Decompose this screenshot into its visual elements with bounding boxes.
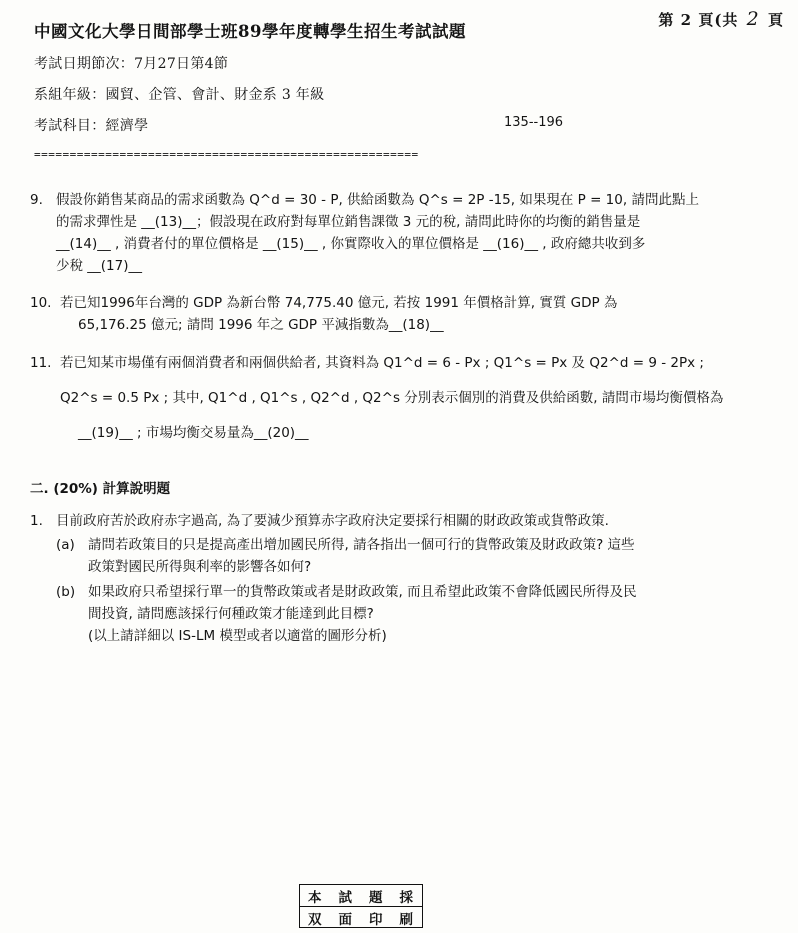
sub-item-label: (a) <box>56 537 75 554</box>
page-title: 中國文化大學日間部學士班89學年度轉學生招生考試試題 <box>34 22 466 41</box>
question-line: 少稅 __(17)__ <box>56 257 143 274</box>
sub-item-line: 政策對國民所得與利率的影響各如何? <box>88 559 312 576</box>
department-label: 系組年級：國貿、企管、會計、財金系 3 年級 <box>34 87 325 103</box>
question-item <box>30 353 768 445</box>
subject-label: 考試科目：經濟學 <box>34 118 149 134</box>
question-item <box>30 293 768 337</box>
question-line: Q2^s = 0.5 Px ; 其中, Q1^d , Q1^s , Q2^d , Q2^s 分別表示個別的消費及供給函數, 請問市場均衡價格為 <box>60 390 724 407</box>
document-header <box>34 18 654 135</box>
subject-code: 135--196 <box>504 115 564 130</box>
sub-item-line: 如果政府只希望採行單一的貨幣政策或者是財政政策, 而且希望此政策不會降低國民所得及民 <box>88 584 637 601</box>
document-body <box>30 190 768 664</box>
department-line <box>34 84 654 104</box>
sub-item-line: 請問若政策目的只是提高產出增加國民所得, 請各指出一個可行的貨幣政策及財政政策? 這些 <box>88 537 635 554</box>
question-line: __(19)__ ; 市場均衡交易量為__(20)__ <box>78 424 309 441</box>
sub-item <box>56 582 768 648</box>
sub-item <box>56 535 768 579</box>
double-sided-print-stamp <box>299 884 423 928</box>
page-number-mark <box>658 8 784 30</box>
stamp-char: 本 <box>308 889 323 906</box>
stamp-char: 双 <box>308 911 323 928</box>
question-line: 若已知某市場僅有兩個消費者和兩個供給者, 其資料為 Q1^d = 6 - Px ; Q1^s = Px 及 Q2^d = 9 - 2Px ; <box>60 355 704 372</box>
sub-item-line: 間投資, 請問應該採行何種政策才能達到此目標? <box>88 606 374 623</box>
section2-item <box>30 511 768 648</box>
question-number: 10. <box>30 295 52 312</box>
page-mark-prefix: 第 <box>658 11 675 29</box>
exam-date-label: 考試日期節次：7月27日第4節 <box>34 56 229 72</box>
sub-item-label: (b) <box>56 584 76 601</box>
question-item <box>30 190 768 277</box>
question-number: 11. <box>30 355 52 372</box>
question-line: 的需求彈性是 __(13)__；假設現在政府對每單位銷售課徵 3 元的稅, 請問此時你的均衡的銷售量是 <box>56 213 641 230</box>
question-text <box>60 353 768 445</box>
question-line: 假設你銷售某商品的需求函數為 Q^d = 30 - P, 供給函數為 Q^s = 2P -15, 如果現在 P = 10, 請問此點上 <box>56 192 699 208</box>
stamp-char: 題 <box>369 889 384 906</box>
question-number: 9. <box>30 192 43 208</box>
page-number: 2 <box>680 11 693 29</box>
section2-item-text <box>56 511 768 648</box>
page-mark-suffix: 頁 <box>767 11 784 29</box>
page-mark-mid: 頁(共 <box>698 11 739 29</box>
total-pages-handwritten: 2 <box>746 8 760 30</box>
question-text <box>60 293 768 337</box>
stamp-line-2 <box>300 907 422 928</box>
sub-item-text <box>88 535 768 579</box>
header-divider: ====================================================== <box>34 148 419 161</box>
stamp-char: 試 <box>338 889 353 906</box>
stamp-line-1 <box>300 885 422 907</box>
stamp-char: 面 <box>338 911 353 928</box>
section2-item-line: 目前政府苦於政府赤字過高, 為了要減少預算赤字政府決定要採行相關的財政政策或貨幣政策. <box>56 512 609 529</box>
sub-item-line: (以上請詳細以 IS-LM 模型或者以適當的圖形分析) <box>88 627 387 644</box>
sub-item-text <box>88 582 768 648</box>
section-heading: 二. (20%) 計算說明題 <box>30 480 171 497</box>
question-line: __(14)__ , 消費者付的單位價格是 __(15)__ , 你實際收入的單位價格是 __(16)__ , 政府總共收到多 <box>56 235 646 252</box>
stamp-char: 採 <box>399 889 414 906</box>
subject-line <box>34 115 654 135</box>
stamp-char: 刷 <box>399 911 414 928</box>
exam-date-line <box>34 53 654 73</box>
stamp-char: 印 <box>369 911 384 928</box>
question-line: 65,176.25 億元; 請問 1996 年之 GDP 平減指數為__(18)__ <box>78 317 444 334</box>
section2-item-number: 1. <box>30 512 43 529</box>
question-text <box>56 190 768 277</box>
question-line: 若已知1996年台灣的 GDP 為新台幣 74,775.40 億元, 若按 1991 年價格計算, 實質 GDP 為 <box>60 295 618 312</box>
